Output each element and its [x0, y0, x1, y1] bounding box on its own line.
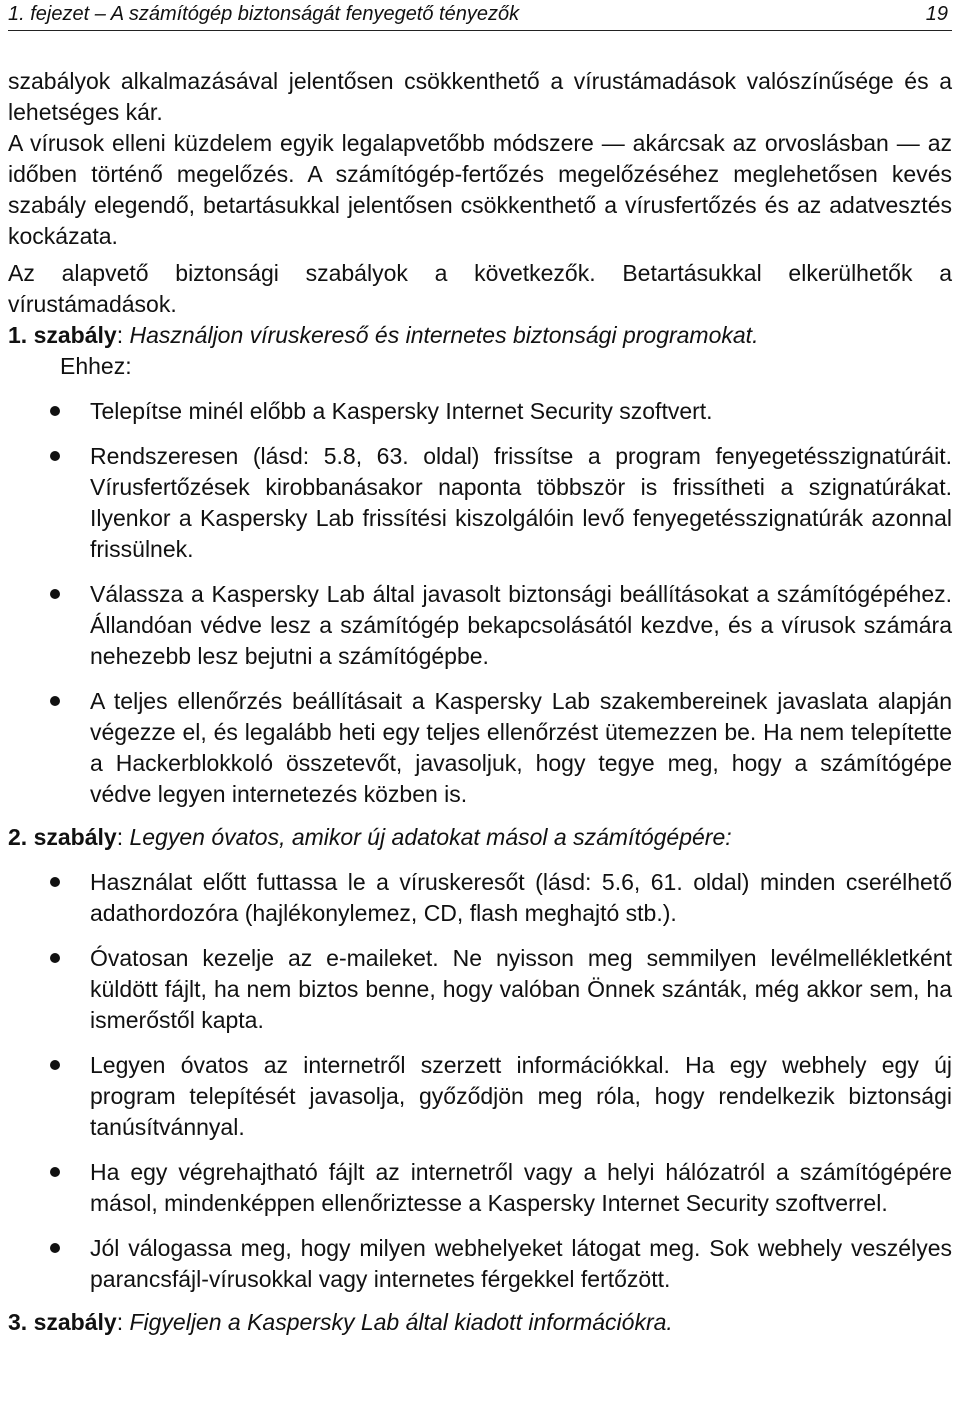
- rule-2-sep: :: [116, 824, 124, 850]
- page-header: [8, 0, 952, 31]
- bullet-icon: [50, 589, 60, 599]
- list-item-text: Jól válogassa meg, hogy milyen webhelyeket látogat meg. Sok webhely veszélyes parancsfájl-vírusokkal vagy internetes férgekkel fertőzött.: [90, 1235, 952, 1292]
- bullet-icon: [50, 406, 60, 416]
- list-item: [8, 867, 952, 929]
- chapter-title: A számítógép biztonságát fenyegető tényezők: [110, 3, 520, 25]
- rule-2-list: [8, 867, 952, 1295]
- list-item: [8, 1157, 952, 1219]
- bullet-icon: [50, 1060, 60, 1070]
- rule-1-list: [8, 396, 952, 810]
- chapter-heading: [8, 3, 519, 26]
- rule-3-number: 3.: [8, 1309, 28, 1335]
- list-item: [8, 686, 952, 810]
- rule-3-label: szabály: [33, 1309, 117, 1335]
- rule-2-label: szabály: [33, 824, 117, 850]
- rule-2-heading: [8, 822, 952, 853]
- document-body: [8, 66, 952, 1338]
- rule-3-title: Figyeljen a Kaspersky Lab által kiadott információkra.: [129, 1309, 673, 1335]
- bullet-icon: [50, 1243, 60, 1253]
- list-item-text: Ha egy végrehajtható fájlt az internetről vagy a helyi hálózatról a számítógépére másol, mindenképpen ellenőriztesse a Kaspersky Internet Security szoftverrel.: [90, 1159, 952, 1216]
- rule-1-title: Használjon víruskereső és internetes biztonsági programokat.: [129, 322, 759, 348]
- bullet-icon: [50, 1167, 60, 1177]
- rule-1-label: szabály: [33, 322, 117, 348]
- bullet-icon: [50, 451, 60, 461]
- page-number: 19: [925, 3, 948, 25]
- bullet-icon: [50, 953, 60, 963]
- rule-1-lead: Ehhez:: [60, 353, 132, 379]
- rule-1-heading: [8, 320, 952, 351]
- intro-paragraph-3: Az alapvető biztonsági szabályok a következők. Betartásukkal elkerülhetők a vírustámadások.: [8, 260, 952, 317]
- list-item: [8, 1233, 952, 1295]
- list-item-text: Telepítse minél előbb a Kaspersky Internet Security szoftvert.: [90, 398, 713, 424]
- chapter-number: 1. fejezet: [8, 3, 90, 25]
- list-item: [8, 943, 952, 1036]
- list-item: [8, 579, 952, 672]
- intro-paragraph-1: szabályok alkalmazásával jelentősen csökkenthető a vírustámadások valószínűsége és a lehetséges kár.: [8, 68, 952, 125]
- list-item: [8, 1050, 952, 1143]
- intro-paragraph-2: A vírusok elleni küzdelem egyik legalapvetőbb módszere — akárcsak az orvoslásban — az időben történő megelőzés. A számítógép-fertőzés megelőzéséhez meglehetősen kevés szabály elegendő, betartásukkal jelentősen csökkenthető a vírusfertőzés és az adatvesztés kockázata.: [8, 130, 952, 249]
- bullet-icon: [50, 877, 60, 887]
- list-item-text: Használat előtt futtassa le a víruskeresőt (lásd: 5.6, 61. oldal) minden cserélhető adathordozóra (hajlékonylemez, CD, flash meghajtó stb.).: [90, 869, 952, 926]
- list-item: [8, 396, 952, 427]
- header-dash: –: [94, 3, 106, 25]
- list-item-text: Válassza a Kaspersky Lab által javasolt biztonsági beállításokat a számítógépéhez. Állandóan védve lesz a számítógép bekapcsolásától kezdve, és a vírusok számára nehezebb lesz bejutni a számítógépbe.: [90, 581, 952, 669]
- list-item-text: A teljes ellenőrzés beállításait a Kaspersky Lab szakembereinek javaslata alapján végezze el, és legalább heti egy teljes ellenőrzést ütemezzen be. Ha nem telepítette a Hackerblokkoló összetevőt, javasoljuk, hogy tegye meg, hogy a számítógépe védve legyen internetezés közben is.: [90, 688, 952, 807]
- rule-1-number: 1.: [8, 322, 28, 348]
- rule-2-number: 2.: [8, 824, 28, 850]
- bullet-icon: [50, 696, 60, 706]
- list-item-text: Legyen óvatos az internetről szerzett információkkal. Ha egy webhely egy új program telepítését javasolja, győződjön meg róla, hogy rendelkezik biztonsági tanúsítvánnyal.: [90, 1052, 952, 1140]
- rule-3-sep: :: [116, 1309, 124, 1335]
- list-item: [8, 441, 952, 565]
- rule-1-sep: :: [116, 322, 124, 348]
- rule-3-heading: [8, 1307, 952, 1338]
- list-item-text: Rendszeresen (lásd: 5.8, 63. oldal) frissítse a program fenyegetésszignatúráit. Vírusfertőzések kirobbanásakor naponta többször is frissítheti a szignatúrákat. Ilyenkor a Kaspersky Lab frissítési kiszolgálóin levő fenyegetésszignatúrák azonnal frissülnek.: [90, 443, 952, 562]
- list-item-text: Óvatosan kezelje az e-maileket. Ne nyisson meg semmilyen levélmellékletként küldött fájlt, ha nem biztos benne, hogy valóban Önnek szánták, még akkor sem, ha ismerőstől kapta.: [90, 945, 952, 1033]
- rule-2-title: Legyen óvatos, amikor új adatokat másol a számítógépére:: [129, 824, 732, 850]
